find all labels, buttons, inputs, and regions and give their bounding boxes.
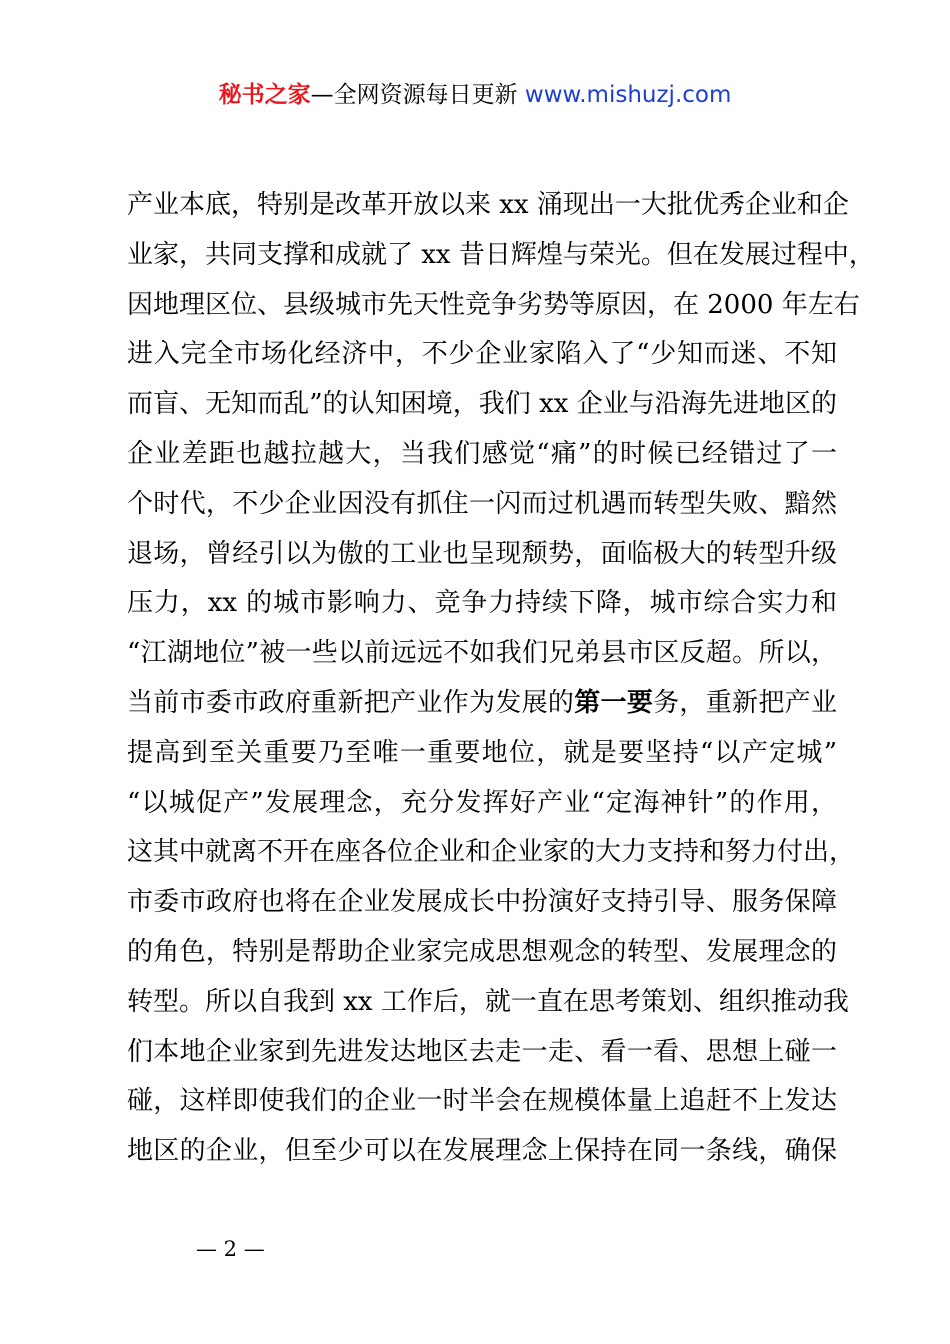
site-tagline: —全网资源每日更新 <box>310 82 518 108</box>
body-line: 因地理区位、县级城市先天性竞争劣势等原因，在 2000 年左右 <box>127 289 860 320</box>
page-number: — 2 — <box>196 1237 265 1261</box>
body-line: 进入完全市场化经济中，不少企业家陷入了“少知而迷、不知 <box>127 339 837 370</box>
body-text-segment: 当前市委市政府重新把产业作为发展的 <box>127 687 575 718</box>
body-line: “以城促产”发展理念，充分发挥好产业“定海神针”的作用， <box>127 787 837 818</box>
body-line: 产业本底，特别是改革开放以来 xx 涌现出一大批优秀企业和企 <box>127 190 849 220</box>
body-line: 市委市政府也将在企业发展成长中扮演好支持引导、服务保障 <box>127 887 837 918</box>
site-header <box>0 78 950 112</box>
body-line: 退场，曾经引以为傲的工业也呈现颓势，面临极大的转型升级 <box>127 538 837 569</box>
emphasis-text: 第一要 <box>574 687 654 718</box>
body-line: 碰，这样即使我们的企业一时半会在规模体量上追赶不上发达 <box>127 1086 837 1117</box>
site-brand: 秘书之家 <box>218 82 311 108</box>
body-line: 这其中就离不开在座各位企业和企业家的大力支持和努力付出， <box>127 837 856 868</box>
body-line: 个时代，不少企业因没有抓住一闪而过机遇而转型失败、黯然 <box>127 488 837 519</box>
body-text-segment: 务，重新把产业 <box>653 687 837 718</box>
body-line: 们本地企业家到先进发达地区去走一走、看一看、思想上碰一 <box>127 1036 837 1067</box>
body-line-with-emphasis <box>127 679 837 729</box>
site-url-link[interactable]: www.mishuzj.com <box>524 82 732 108</box>
body-line: 地区的企业，但至少可以在发展理念上保持在同一条线，确保 <box>127 1136 837 1167</box>
body-line: 而盲、无知而乱”的认知困境，我们 xx 企业与沿海先进地区的 <box>127 389 837 420</box>
body-line: “江湖地位”被一些以前远远不如我们兄弟县市区反超。所以， <box>127 638 837 669</box>
body-line: 提高到至关重要乃至唯一重要地位，就是要坚持“以产定城” <box>127 737 837 768</box>
body-line: 企业差距也越拉越大，当我们感觉“痛”的时候已经错过了一 <box>127 438 837 469</box>
body-line: 的角色，特别是帮助企业家完成思想观念的转型、发展理念的 <box>127 936 837 967</box>
document-body <box>127 181 875 1177</box>
body-line: 业家，共同支撑和成就了 xx 昔日辉煌与荣光。但在发展过程中， <box>127 239 875 270</box>
body-line: 转型。所以自我到 xx 工作后，就一直在思考策划、组织推动我 <box>127 986 849 1017</box>
body-line: 压力，xx 的城市影响力、竞争力持续下降，城市综合实力和 <box>127 588 837 619</box>
